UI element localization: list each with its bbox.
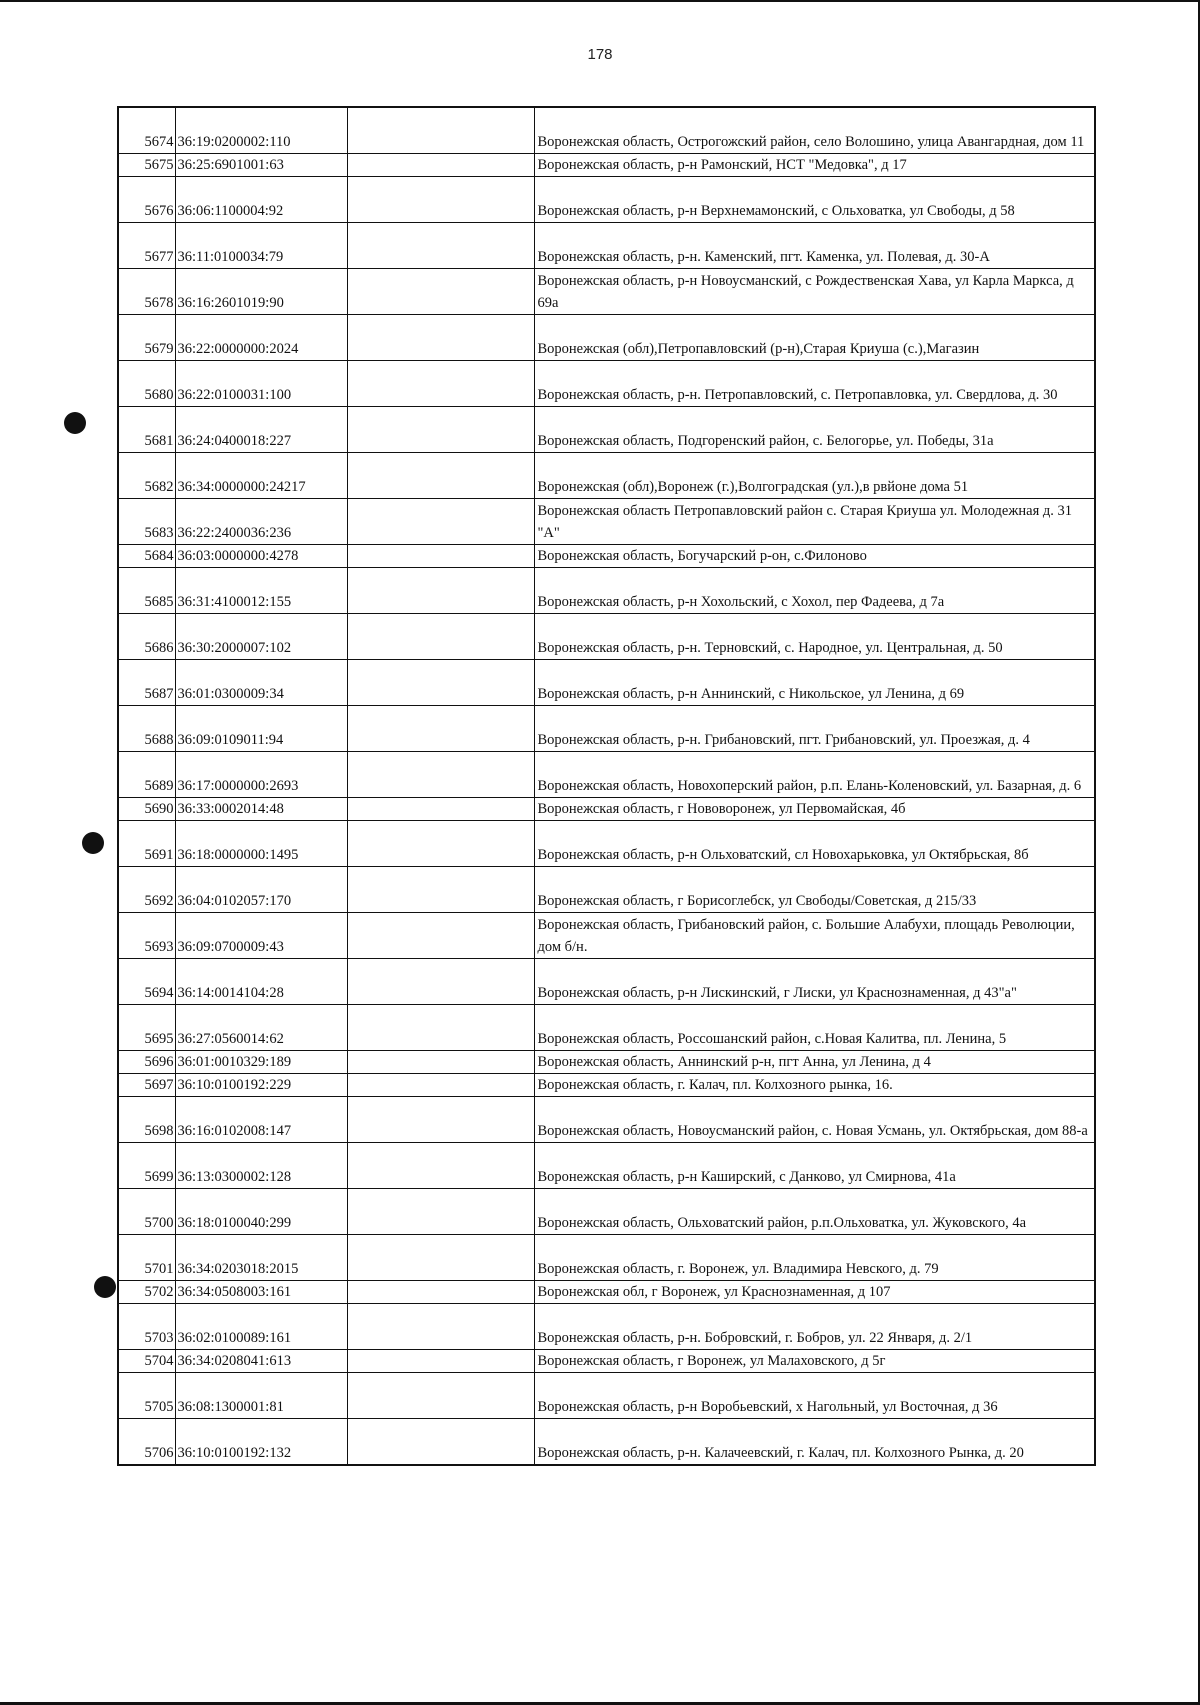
table-row [118,706,1095,752]
table-row [118,821,1095,867]
address: Воронежская область, Богучарский р-он, с.Филоново [534,545,1095,568]
cadastral-number: 36:10:0100192:132 [175,1419,347,1466]
empty-cell [347,1304,534,1350]
row-number: 5686 [118,614,175,660]
cadastral-number: 36:02:0100089:161 [175,1304,347,1350]
row-number: 5682 [118,453,175,499]
punch-hole [64,412,86,434]
row-number: 5675 [118,154,175,177]
address: Воронежская область, г. Калач, пл. Колхозного рынка, 16. [534,1074,1095,1097]
address: Воронежская область, р-н Верхнемамонский, с Ольховатка, ул Свободы, д 58 [534,177,1095,223]
empty-cell [347,1281,534,1304]
table-row [118,660,1095,706]
address: Воронежская область, р-н Каширский, с Данково, ул Смирнова, 41а [534,1143,1095,1189]
row-number: 5685 [118,568,175,614]
table-row [118,568,1095,614]
empty-cell [347,867,534,913]
row-number: 5681 [118,407,175,453]
row-number: 5679 [118,315,175,361]
row-number: 5683 [118,499,175,545]
address: Воронежская область, р-н Новоусманский, с Рождественская Хава, ул Карла Маркса, д 69а [534,269,1095,315]
cadastral-number: 36:34:0203018:2015 [175,1235,347,1281]
empty-cell [347,315,534,361]
cadastral-number: 36:31:4100012:155 [175,568,347,614]
address: Воронежская область, г Нововоронеж, ул Первомайская, 4б [534,798,1095,821]
table-row [118,798,1095,821]
row-number: 5699 [118,1143,175,1189]
cadastral-number: 36:34:0508003:161 [175,1281,347,1304]
cadastral-number: 36:18:0000000:1495 [175,821,347,867]
cadastral-number: 36:19:0200002:110 [175,107,347,154]
empty-cell [347,453,534,499]
address: Воронежская область, Подгоренский район, с. Белогорье, ул. Победы, 31а [534,407,1095,453]
table-row [118,1304,1095,1350]
cadastral-number: 36:22:0000000:2024 [175,315,347,361]
table-row [118,614,1095,660]
table-row [118,752,1095,798]
address: Воронежская область, Грибановский район, с. Большие Алабухи, площадь Революции, дом б/н. [534,913,1095,959]
table-row [118,223,1095,269]
row-number: 5689 [118,752,175,798]
table-row [118,177,1095,223]
row-number: 5703 [118,1304,175,1350]
empty-cell [347,269,534,315]
empty-cell [347,407,534,453]
empty-cell [347,959,534,1005]
row-number: 5705 [118,1373,175,1419]
table-row [118,913,1095,959]
cadastral-number: 36:24:0400018:227 [175,407,347,453]
table-row [118,545,1095,568]
empty-cell [347,1373,534,1419]
empty-cell [347,706,534,752]
cadastral-number: 36:17:0000000:2693 [175,752,347,798]
cadastral-number: 36:13:0300002:128 [175,1143,347,1189]
table-row [118,1419,1095,1466]
cadastral-number: 36:22:2400036:236 [175,499,347,545]
address: Воронежская область, р-н. Терновский, с. Народное, ул. Центральная, д. 50 [534,614,1095,660]
empty-cell [347,568,534,614]
punch-hole [82,832,104,854]
row-number: 5700 [118,1189,175,1235]
table-row [118,499,1095,545]
cadastral-number: 36:09:0700009:43 [175,913,347,959]
empty-cell [347,1097,534,1143]
address: Воронежская область, Россошанский район, с.Новая Калитва, пл. Ленина, 5 [534,1005,1095,1051]
row-number: 5690 [118,798,175,821]
empty-cell [347,223,534,269]
table-row [118,1373,1095,1419]
address: Воронежская область, р-н. Бобровский, г. Бобров, ул. 22 Января, д. 2/1 [534,1304,1095,1350]
empty-cell [347,798,534,821]
table-row [118,154,1095,177]
cadastral-number: 36:25:6901001:63 [175,154,347,177]
row-number: 5691 [118,821,175,867]
row-number: 5678 [118,269,175,315]
address: Воронежская область, р-н. Каменский, пгт. Каменка, ул. Полевая, д. 30-А [534,223,1095,269]
empty-cell [347,1005,534,1051]
address: Воронежская обл, г Воронеж, ул Краснознаменная, д 107 [534,1281,1095,1304]
address: Воронежская (обл),Петропавловский (р-н),Старая Криуша (с.),Магазин [534,315,1095,361]
row-number: 5680 [118,361,175,407]
cadastral-number: 36:01:0300009:34 [175,660,347,706]
row-number: 5684 [118,545,175,568]
address: Воронежская область, р-н. Калачеевский, г. Калач, пл. Колхозного Рынка, д. 20 [534,1419,1095,1466]
row-number: 5688 [118,706,175,752]
cadastral-number: 36:22:0100031:100 [175,361,347,407]
empty-cell [347,913,534,959]
empty-cell [347,1051,534,1074]
empty-cell [347,154,534,177]
row-number: 5697 [118,1074,175,1097]
address: Воронежская область, Новоусманский район, с. Новая Усмань, ул. Октябрьская, дом 88-а [534,1097,1095,1143]
property-registry-table [117,106,1096,1466]
row-number: 5706 [118,1419,175,1466]
row-number: 5676 [118,177,175,223]
table-row [118,1281,1095,1304]
row-number: 5693 [118,913,175,959]
cadastral-number: 36:34:0000000:24217 [175,453,347,499]
row-number: 5704 [118,1350,175,1373]
address: Воронежская область, Ольховатский район, р.п.Ольховатка, ул. Жуковского, 4а [534,1189,1095,1235]
cadastral-number: 36:33:0002014:48 [175,798,347,821]
row-number: 5695 [118,1005,175,1051]
address: Воронежская область, Аннинский р-н, пгт Анна, ул Ленина, д 4 [534,1051,1095,1074]
table-row [118,1189,1095,1235]
address: Воронежская область, р-н Воробьевский, х Нагольный, ул Восточная, д 36 [534,1373,1095,1419]
cadastral-number: 36:06:1100004:92 [175,177,347,223]
address: Воронежская область, р-н. Грибановский, пгт. Грибановский, ул. Проезжая, д. 4 [534,706,1095,752]
table-row [118,107,1095,154]
table-row [118,1350,1095,1373]
empty-cell [347,177,534,223]
row-number: 5674 [118,107,175,154]
address: Воронежская область Петропавловский район с. Старая Криуша ул. Молодежная д. 31 "А" [534,499,1095,545]
empty-cell [347,499,534,545]
address: Воронежская область, г. Воронеж, ул. Владимира Невского, д. 79 [534,1235,1095,1281]
cadastral-number: 36:27:0560014:62 [175,1005,347,1051]
cadastral-number: 36:30:2000007:102 [175,614,347,660]
row-number: 5702 [118,1281,175,1304]
row-number: 5687 [118,660,175,706]
cadastral-number: 36:04:0102057:170 [175,867,347,913]
empty-cell [347,1074,534,1097]
row-number: 5694 [118,959,175,1005]
row-number: 5677 [118,223,175,269]
cadastral-number: 36:01:0010329:189 [175,1051,347,1074]
table-row [118,315,1095,361]
row-number: 5701 [118,1235,175,1281]
empty-cell [347,614,534,660]
row-number: 5696 [118,1051,175,1074]
cadastral-number: 36:03:0000000:4278 [175,545,347,568]
table-row [118,1235,1095,1281]
cadastral-number: 36:16:2601019:90 [175,269,347,315]
address: Воронежская область, р-н. Петропавловский, с. Петропавловка, ул. Свердлова, д. 30 [534,361,1095,407]
address: Воронежская область, г Воронеж, ул Малаховского, д 5г [534,1350,1095,1373]
cadastral-number: 36:34:0208041:613 [175,1350,347,1373]
table-row [118,1051,1095,1074]
address: Воронежская область, р-н Лискинский, г Лиски, ул Краснознаменная, д 43"а" [534,959,1095,1005]
empty-cell [347,1143,534,1189]
empty-cell [347,107,534,154]
page-border-top [0,0,1200,2]
table-row [118,453,1095,499]
empty-cell [347,1189,534,1235]
table-row [118,867,1095,913]
empty-cell [347,361,534,407]
cadastral-number: 36:11:0100034:79 [175,223,347,269]
empty-cell [347,752,534,798]
row-number: 5698 [118,1097,175,1143]
empty-cell [347,821,534,867]
empty-cell [347,1235,534,1281]
table-row [118,269,1095,315]
cadastral-number: 36:10:0100192:229 [175,1074,347,1097]
cadastral-number: 36:08:1300001:81 [175,1373,347,1419]
empty-cell [347,545,534,568]
row-number: 5692 [118,867,175,913]
address: Воронежская область, Новохоперский район, р.п. Елань-Коленовский, ул. Базарная, д. 6 [534,752,1095,798]
table-row [118,361,1095,407]
empty-cell [347,1419,534,1466]
cadastral-number: 36:14:0014104:28 [175,959,347,1005]
table-row [118,1097,1095,1143]
table-row [118,1143,1095,1189]
empty-cell [347,1350,534,1373]
address: Воронежская область, г Борисоглебск, ул Свободы/Советская, д 215/33 [534,867,1095,913]
table-row [118,407,1095,453]
address: Воронежская область, р-н Рамонский, НСТ "Медовка", д 17 [534,154,1095,177]
address: Воронежская область, Острогожский район, село Волошино, улица Авангардная, дом 11 [534,107,1095,154]
empty-cell [347,660,534,706]
address: Воронежская область, р-н Аннинский, с Никольское, ул Ленина, д 69 [534,660,1095,706]
table-row [118,1074,1095,1097]
cadastral-number: 36:09:0109011:94 [175,706,347,752]
cadastral-number: 36:18:0100040:299 [175,1189,347,1235]
page-number: 178 [587,46,613,63]
address: Воронежская область, р-н Хохольский, с Хохол, пер Фадеева, д 7а [534,568,1095,614]
address: Воронежская область, р-н Ольховатский, сл Новохарьковка, ул Октябрьская, 8б [534,821,1095,867]
punch-hole [94,1276,116,1298]
table-row [118,1005,1095,1051]
table-row [118,959,1095,1005]
address: Воронежская (обл),Воронеж (г.),Волгоградская (ул.),в рвйоне дома 51 [534,453,1095,499]
cadastral-number: 36:16:0102008:147 [175,1097,347,1143]
